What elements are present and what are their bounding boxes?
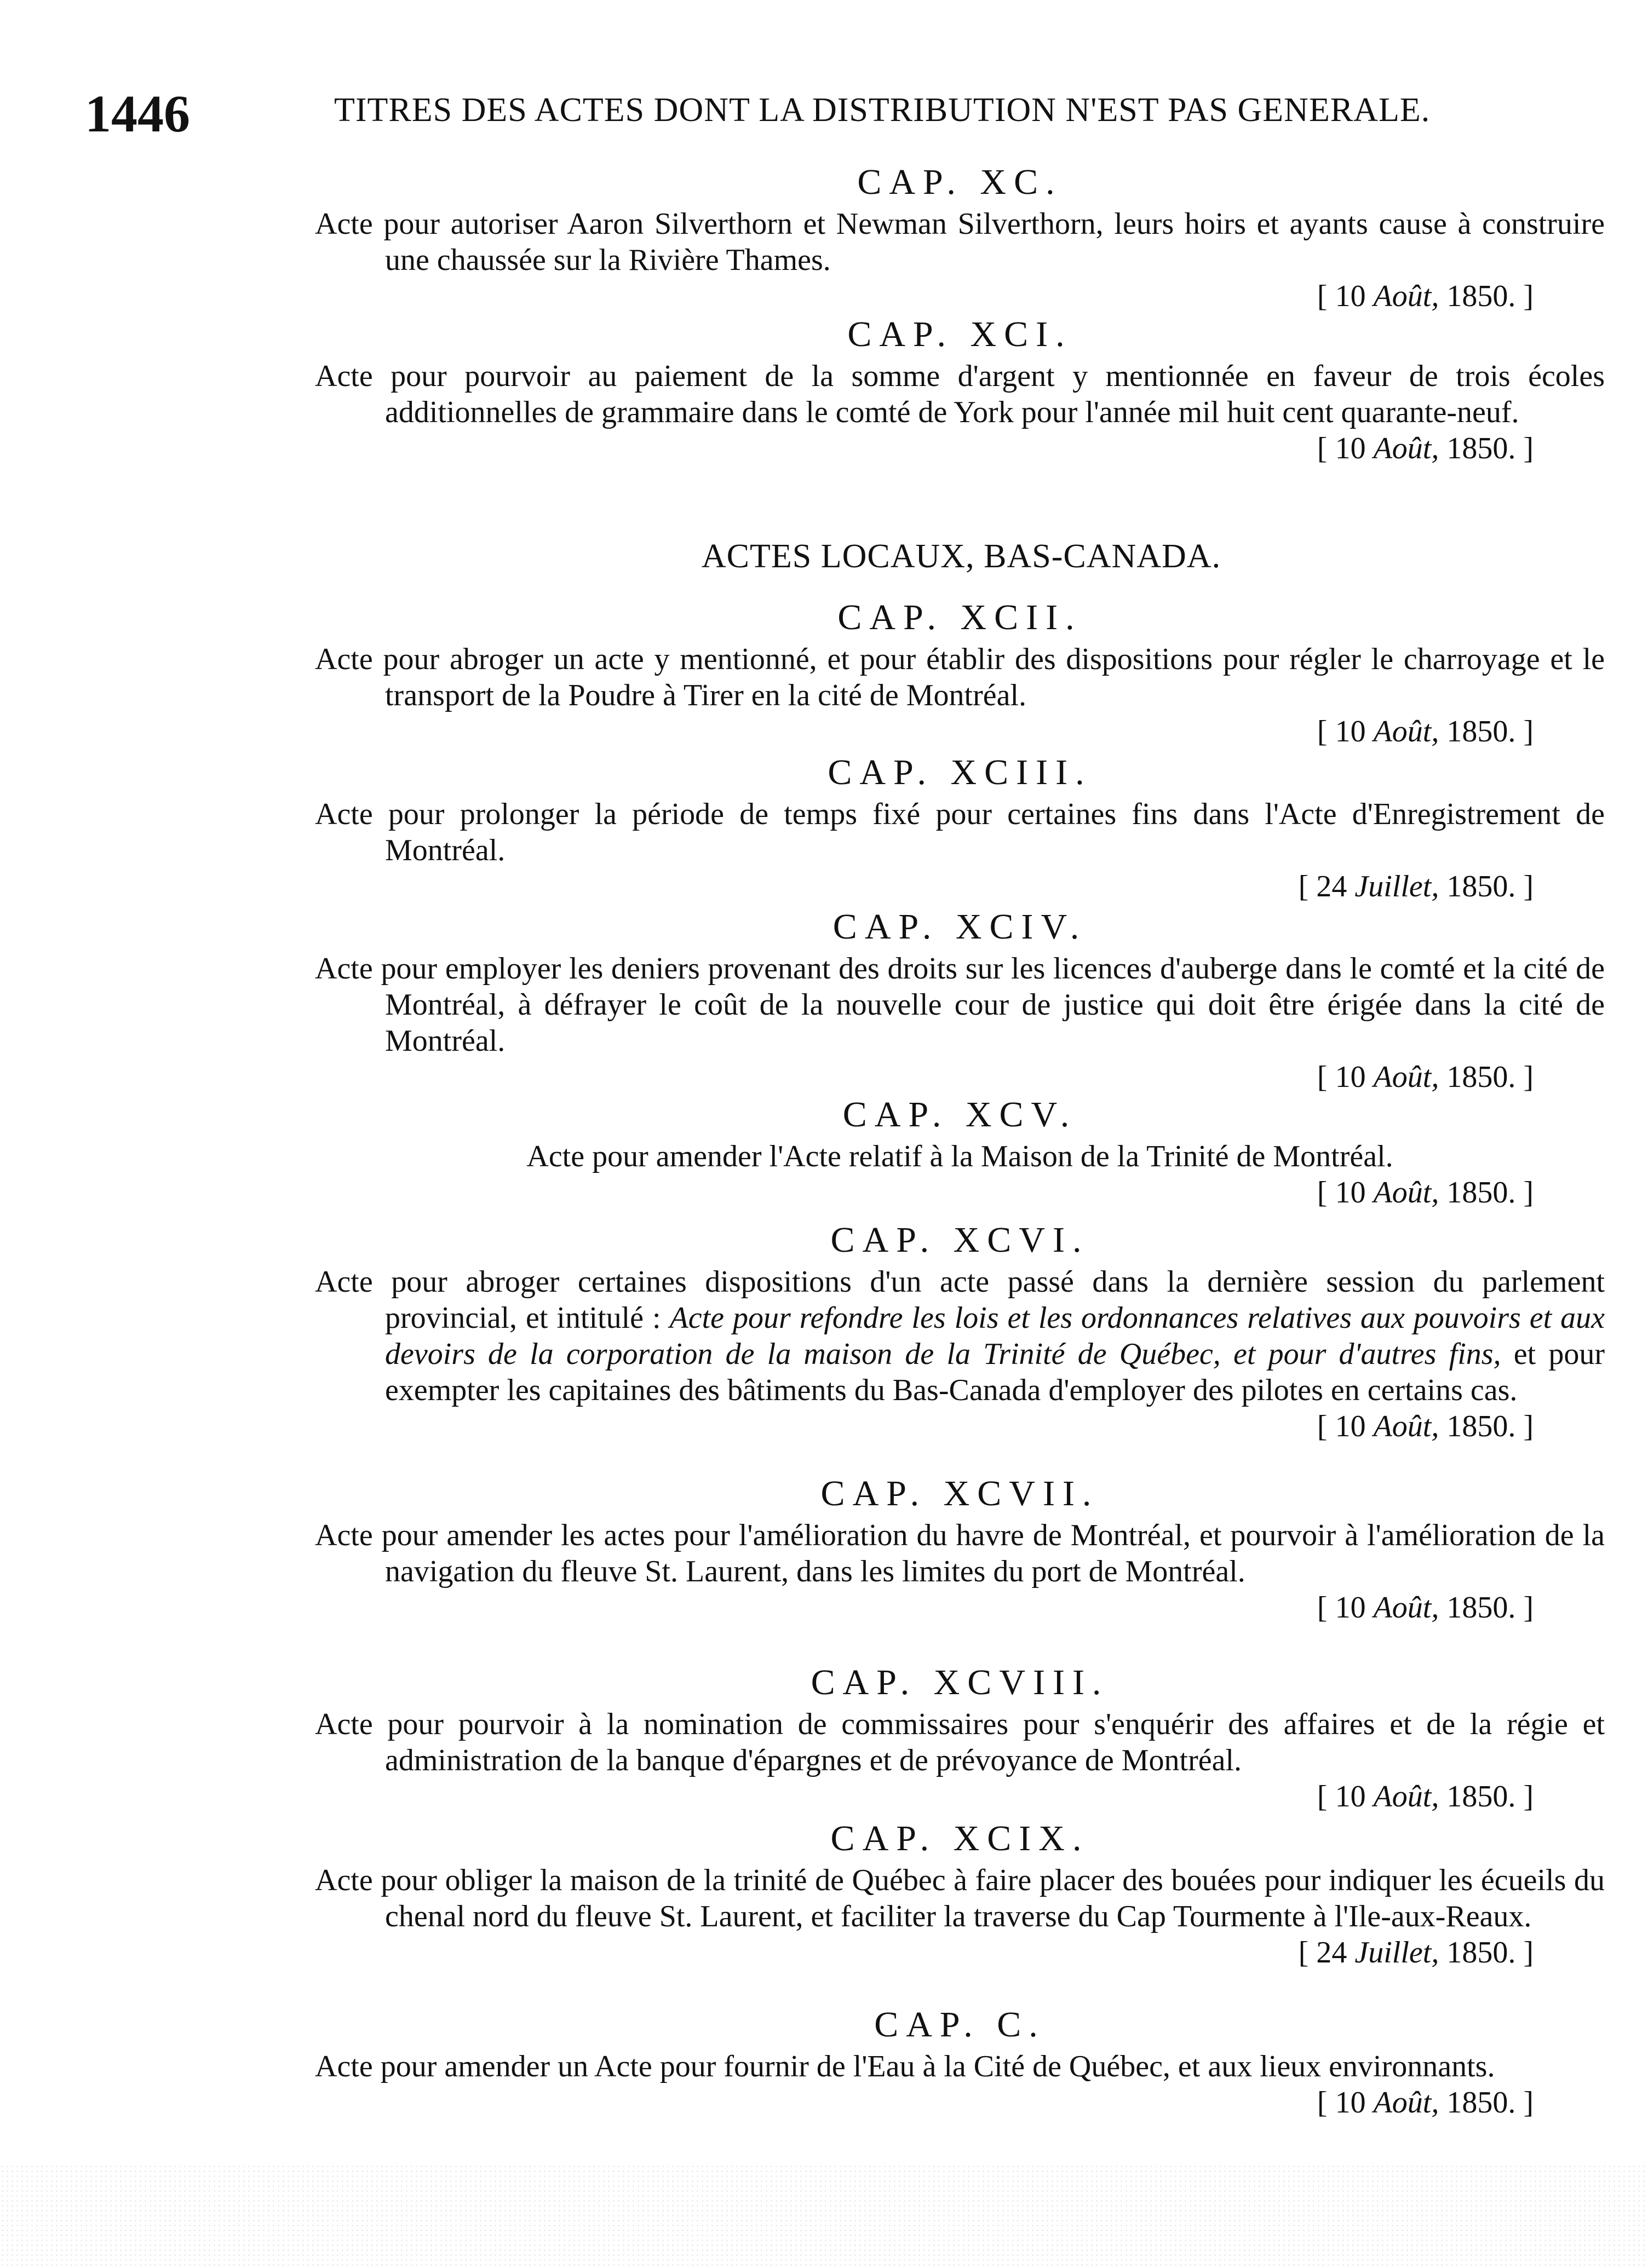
chapter-xc bbox=[315, 164, 1605, 314]
chapter-heading: CAP. XCVIII. bbox=[811, 1662, 1109, 1702]
assent-date: [ 10 Août, 1850. ] bbox=[1317, 1060, 1534, 1094]
chapter-c bbox=[315, 2007, 1605, 2121]
chapter-xcii bbox=[315, 597, 1605, 750]
chapter-xcv bbox=[315, 1097, 1605, 1211]
scan-margin-noise bbox=[0, 2164, 1648, 2268]
act-title: Acte pour amender l'Acte relatif à la Maison de la Trinité de Montréal. bbox=[526, 1139, 1393, 1173]
chapter-xciv bbox=[315, 909, 1605, 1095]
chapter-xcvii bbox=[315, 1473, 1605, 1626]
chapter-xcvi bbox=[315, 1222, 1605, 1444]
chapter-xcix bbox=[315, 1818, 1605, 1971]
assent-date: [ 10 Août, 1850. ] bbox=[1317, 1591, 1534, 1625]
assent-date: [ 10 Août, 1850. ] bbox=[1317, 1780, 1534, 1814]
chapter-heading: CAP. XCI. bbox=[847, 314, 1072, 354]
assent-date: [ 24 Juillet, 1850. ] bbox=[1298, 1936, 1534, 1970]
act-title: Acte pour pourvoir à la nomination de commissaires pour s'enquérir des affaires et de la régie et administration de la banque d'épargnes et de prévoyance de Montréal. bbox=[315, 1707, 1605, 1777]
chapter-xciii bbox=[315, 752, 1605, 905]
assent-date: [ 10 Août, 1850. ] bbox=[1317, 1176, 1534, 1210]
chapter-xci bbox=[315, 316, 1605, 467]
assent-date: [ 10 Août, 1850. ] bbox=[1317, 2086, 1534, 2120]
act-title: Acte pour prolonger la période de temps fixé pour certaines fins dans l'Acte d'Enregistrement de Montréal. bbox=[315, 797, 1605, 867]
chapter-heading: CAP. XCVI. bbox=[830, 1220, 1089, 1260]
act-title: Acte pour amender un Acte pour fournir de l'Eau à la Cité de Québec, et aux lieux environnants. bbox=[315, 2050, 1495, 2083]
assent-date: [ 24 Juillet, 1850. ] bbox=[1298, 870, 1534, 903]
act-title: Acte pour pourvoir au paiement de la somme d'argent y mentionnée en faveur de trois écoles additionnelles de grammaire dans le comté de York pour l'année mil huit cent quarante-neuf. bbox=[315, 359, 1605, 429]
assent-date: [ 10 Août, 1850. ] bbox=[1317, 431, 1534, 465]
chapter-heading: CAP. XCII. bbox=[837, 597, 1082, 637]
assent-date: [ 10 Août, 1850. ] bbox=[1317, 715, 1534, 749]
act-title: Acte pour autoriser Aaron Silverthorn et Newman Silverthorn, leurs hoirs et ayants cause à construire une chaussée sur la Rivière Thames. bbox=[315, 207, 1605, 277]
assent-date: [ 10 Août, 1850. ] bbox=[1317, 279, 1534, 313]
chapter-heading: CAP. XCIX. bbox=[830, 1818, 1089, 1858]
page-number: 1446 bbox=[85, 84, 190, 143]
act-title: Acte pour abroger certaines dispositions d'un acte passé dans la dernière session du parlement provincial, et intitulé : Acte pour refondre les lois et les ordonnances relatives aux pouvoirs et aux devoirs de la corporation de la maison de la Trinité de Québec, et pour d'autres fins, et pour exempter les capitaines des bâtiments du Bas-Canada d'employer des pilotes en certains cas. bbox=[315, 1265, 1605, 1407]
running-title: TITRES DES ACTES DONT LA DISTRIBUTION N'EST PAS GENERALE. bbox=[334, 91, 1431, 129]
chapter-heading: CAP. C. bbox=[874, 2005, 1046, 2045]
section-title: ACTES LOCAUX, BAS-CANADA. bbox=[701, 538, 1221, 575]
act-title: Acte pour obliger la maison de la trinité de Québec à faire placer des bouées pour indiquer les écueils du chenal nord du fleuve St. Laurent, et faciliter la traverse du Cap Tourmente à l'Ile-aux-Reaux. bbox=[315, 1863, 1605, 1933]
chapter-heading: CAP. XC. bbox=[857, 162, 1063, 202]
chapter-xcviii bbox=[315, 1662, 1605, 1815]
chapter-heading: CAP. XCV. bbox=[842, 1095, 1077, 1135]
chapter-heading: CAP. XCIII. bbox=[828, 752, 1092, 792]
act-title: Acte pour abroger un acte y mentionné, et pour établir des dispositions pour régler le charroyage et le transport de la Poudre à Tirer en la cité de Montréal. bbox=[315, 642, 1605, 712]
act-title: Acte pour amender les actes pour l'amélioration du havre de Montréal, et pourvoir à l'amélioration de la navigation du fleuve St. Laurent, dans les limites du port de Montréal. bbox=[315, 1518, 1605, 1588]
act-title: Acte pour employer les deniers provenant des droits sur les licences d'auberge dans le comté et la cité de Montréal, à défrayer le coût de la nouvelle cour de justice qui doit être érigée dans la cité de Montréal. bbox=[315, 952, 1605, 1058]
chapter-heading: CAP. XCIV. bbox=[832, 907, 1087, 947]
cited-act-title: Acte pour refondre les lois et les ordonnances relatives aux pouvoirs et aux devoirs de la corporation de la maison de la Trinité de Québec, et pour d'autres fins, bbox=[385, 1301, 1605, 1371]
chapter-heading: CAP. XCVII. bbox=[820, 1473, 1099, 1513]
assent-date: [ 10 Août, 1850. ] bbox=[1317, 1409, 1534, 1443]
